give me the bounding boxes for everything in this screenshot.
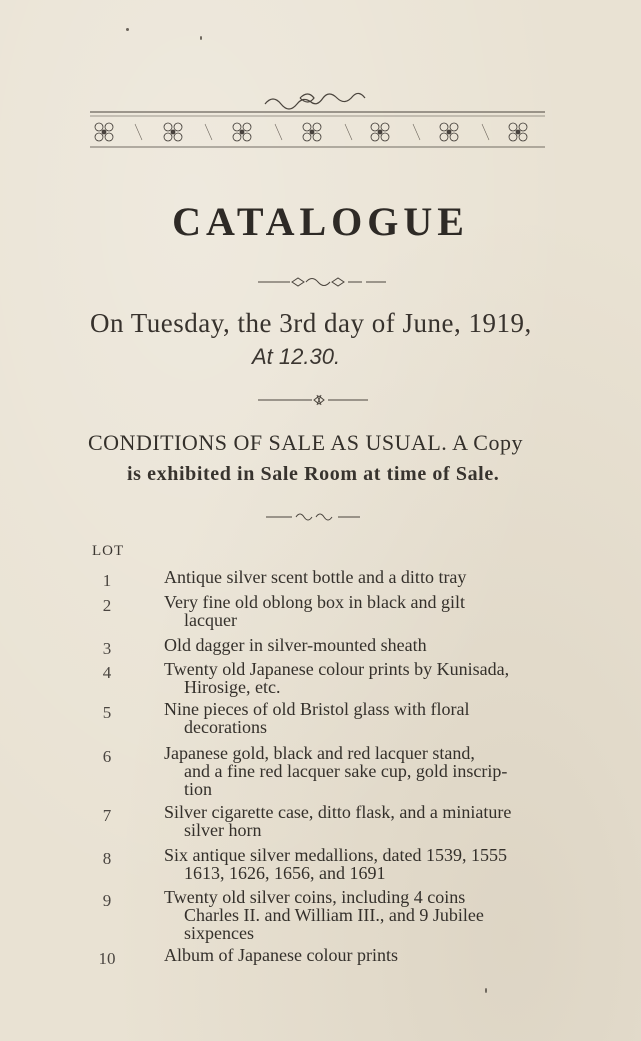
lot-description-line: silver horn [184,820,262,840]
lot-description-line: Six antique silver medallions, dated 1539, 1555 [164,845,507,865]
lot-description-line: lacquer [184,610,237,630]
lot-description [164,803,540,839]
lot-description-line: Hirosige, etc. [184,677,281,697]
lot-number: 3 [102,639,112,658]
lot-description-line: Nine pieces of old Bristol glass with floral [164,699,470,719]
lot-description-line: Silver cigarette case, ditto flask, and a miniature [164,802,512,822]
lot-description [164,636,540,654]
lot-description [164,744,540,798]
lot-number: 5 [102,703,112,722]
header-ornament [0,0,641,160]
lot-description-line: Antique silver scent bottle and a ditto tray [164,567,467,587]
lot-description-line: 1613, 1626, 1656, and 1691 [184,863,386,883]
lot-description-line: Old dagger in silver-mounted sheath [164,635,427,655]
lot-description [164,700,540,736]
section-divider [0,392,641,408]
sale-time-line: At 12.30. [252,344,341,369]
lot-number: 10 [98,949,116,968]
conditions-line-2: is exhibited in Sale Room at time of Sale. [127,463,500,485]
lot-description-line: Twenty old silver coins, including 4 coins [164,887,466,907]
lot-number: 7 [102,806,112,825]
lot-description [164,660,540,696]
lot-description [164,846,540,882]
lot-description-line: decorations [184,717,267,737]
lot-description-line: Very fine old oblong box in black and gilt [164,592,465,612]
lot-description [164,593,540,629]
lot-description-line: Japanese gold, black and red lacquer stand, [164,743,475,763]
lot-number: 2 [102,596,112,615]
paper-speck [126,28,129,31]
lot-number: 1 [102,571,112,590]
lot-description-line: tion [184,779,213,799]
section-divider [0,508,641,524]
lot-number: 8 [102,849,112,868]
lot-description [164,568,540,586]
conditions-line-1: CONDITIONS OF SALE AS USUAL. A Copy [88,430,523,455]
paper-speck [485,988,487,993]
lot-description-line: and a fine red lacquer sake cup, gold inscrip- [184,761,508,781]
lot-description-line: Charles II. and William III., and 9 Jubilee [184,905,484,925]
lot-description-line: Twenty old Japanese colour prints by Kunisada, [164,659,510,679]
lot-number: 4 [102,663,112,682]
paper-speck [200,36,202,40]
lot-description [164,888,540,942]
sale-date-line: On Tuesday, the 3rd day of June, 1919, [90,308,532,338]
lot-description [164,946,540,964]
lot-number: 6 [102,747,112,766]
catalogue-title: CATALOGUE [172,199,469,244]
title-divider-flourish [0,270,641,294]
lot-description-line: Album of Japanese colour prints [164,945,398,965]
lot-description-line: sixpences [184,923,254,943]
lot-number: 9 [102,891,112,910]
lot-column-header: LOT [92,543,125,559]
